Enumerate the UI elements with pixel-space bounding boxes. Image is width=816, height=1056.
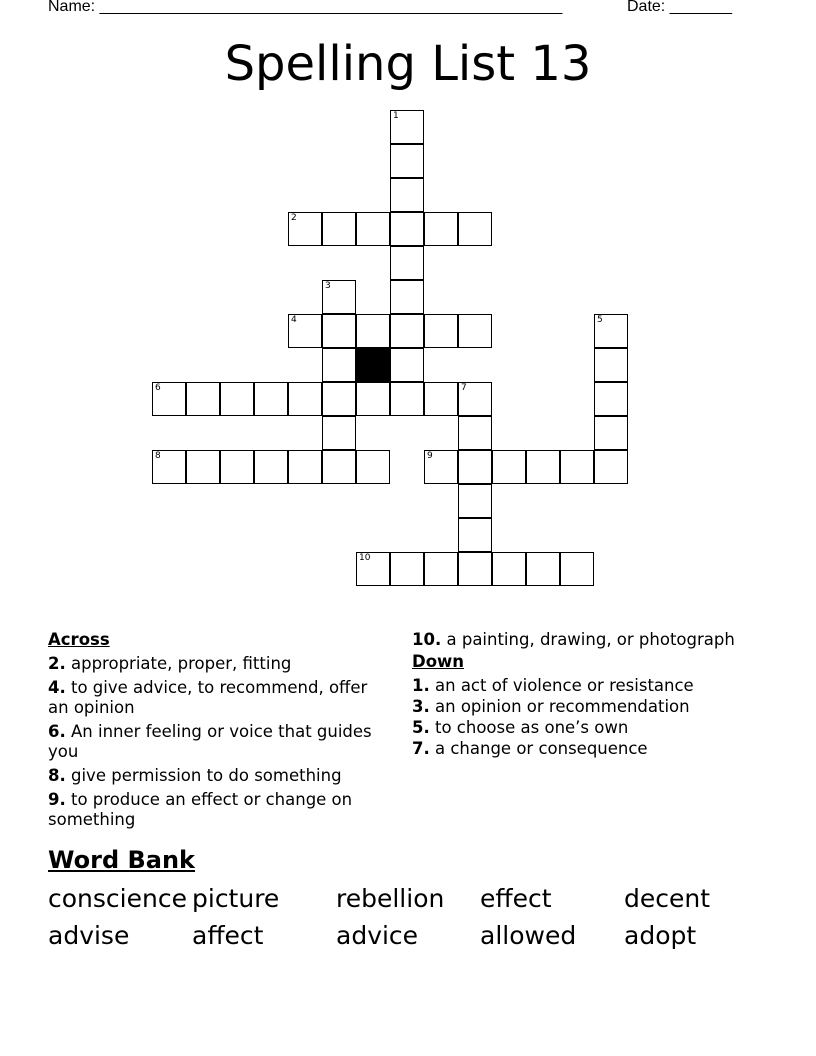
clue-number: 3 — [325, 281, 331, 291]
page-title: Spelling List 13 — [224, 36, 592, 92]
clue-across-4: 4. to give advice, to recommend, offer an opinion — [48, 678, 368, 717]
crossword-cell[interactable] — [220, 382, 254, 416]
date-field-label[interactable]: Date: _______ — [627, 0, 732, 15]
crossword-cell[interactable] — [322, 212, 356, 246]
clue-across-9: 9. to produce an effect or change on something — [48, 790, 353, 829]
crossword-cell[interactable] — [390, 280, 424, 314]
crossword-cell[interactable] — [254, 450, 288, 484]
clue-number: 7 — [461, 383, 467, 393]
clue-down-5: 5. to choose as one’s own — [412, 718, 629, 737]
clue-across-8: 8. give permission to do something — [48, 766, 342, 785]
crossword-cell[interactable] — [390, 552, 424, 586]
word-bank-word: advise — [48, 921, 130, 950]
clue-across-6: 6. An inner feeling or voice that guides you — [48, 722, 372, 761]
crossword-cell[interactable] — [424, 552, 458, 586]
clue-number: 9 — [427, 451, 433, 461]
clue-down-7: 7. a change or consequence — [412, 739, 648, 758]
word-bank-word: effect — [480, 884, 552, 913]
crossword-cell[interactable] — [560, 450, 594, 484]
crossword-cell[interactable] — [152, 382, 186, 416]
crossword-cell[interactable] — [594, 348, 628, 382]
down-heading: Down — [412, 652, 465, 671]
crossword-black-cell — [356, 348, 390, 382]
crossword-cell[interactable] — [356, 382, 390, 416]
clue-down-1: 1. an act of violence or resistance — [412, 676, 694, 695]
crossword-cell[interactable] — [152, 450, 186, 484]
crossword-cell[interactable] — [322, 280, 356, 314]
crossword-cell[interactable] — [390, 314, 424, 348]
crossword-cell[interactable] — [288, 382, 322, 416]
crossword-cell[interactable] — [322, 314, 356, 348]
crossword-cell[interactable] — [458, 484, 492, 518]
crossword-cell[interactable] — [594, 416, 628, 450]
word-bank-word: advice — [336, 921, 419, 950]
crossword-cell[interactable] — [526, 450, 560, 484]
crossword-cell[interactable] — [594, 314, 628, 348]
crossword-cell[interactable] — [322, 450, 356, 484]
crossword-cell[interactable] — [322, 348, 356, 382]
clue-number: 1 — [393, 111, 399, 121]
crossword-cell[interactable] — [458, 552, 492, 586]
crossword-cell[interactable] — [356, 314, 390, 348]
crossword-cell[interactable] — [458, 212, 492, 246]
crossword-cell[interactable] — [186, 450, 220, 484]
word-bank-word: decent — [624, 884, 711, 913]
crossword-cell[interactable] — [492, 552, 526, 586]
word-bank-word: adopt — [624, 921, 697, 950]
word-bank-word: allowed — [480, 921, 577, 950]
clue-number: 10 — [359, 553, 371, 563]
word-bank-word: affect — [192, 921, 264, 950]
clues-column-right — [412, 630, 792, 760]
word-bank-word: conscience — [48, 884, 187, 913]
crossword-cell[interactable] — [560, 552, 594, 586]
crossword-cell[interactable] — [492, 450, 526, 484]
crossword-cell[interactable] — [390, 110, 424, 144]
crossword-cell[interactable] — [594, 450, 628, 484]
clue-across-2: 2. appropriate, proper, fitting — [48, 654, 292, 673]
crossword-cell[interactable] — [458, 416, 492, 450]
across-heading: Across — [48, 630, 110, 649]
crossword-cell[interactable] — [390, 144, 424, 178]
crossword-cell[interactable] — [424, 212, 458, 246]
clue-number: 8 — [155, 451, 161, 461]
crossword-cell[interactable] — [390, 348, 424, 382]
crossword-cell[interactable] — [526, 552, 560, 586]
clue-number: 6 — [155, 383, 161, 393]
word-bank-title: Word Bank — [48, 846, 196, 874]
crossword-cell[interactable] — [356, 450, 390, 484]
clues-column-left — [48, 630, 393, 834]
crossword-cell[interactable] — [390, 246, 424, 280]
word-bank-word: picture — [192, 884, 280, 913]
crossword-cell[interactable] — [390, 178, 424, 212]
crossword-cell[interactable] — [458, 518, 492, 552]
crossword-cell[interactable] — [288, 314, 322, 348]
crossword-cell[interactable] — [322, 382, 356, 416]
crossword-cell[interactable] — [288, 212, 322, 246]
clue-number: 4 — [291, 315, 297, 325]
name-field-label[interactable]: Name: ____________________________________________________ — [48, 0, 563, 15]
crossword-cell[interactable] — [254, 382, 288, 416]
crossword-cell[interactable] — [390, 212, 424, 246]
crossword-cell[interactable] — [458, 382, 492, 416]
crossword-cell[interactable] — [594, 382, 628, 416]
clue-number: 5 — [597, 315, 603, 325]
clue-across-10: 10. a painting, drawing, or photograph — [412, 630, 735, 649]
crossword-cell[interactable] — [424, 382, 458, 416]
crossword-cell[interactable] — [356, 552, 390, 586]
crossword-cell[interactable] — [458, 450, 492, 484]
crossword-cell[interactable] — [390, 382, 424, 416]
crossword-cell[interactable] — [458, 314, 492, 348]
crossword-cell[interactable] — [186, 382, 220, 416]
word-bank-word: rebellion — [336, 884, 445, 913]
crossword-cell[interactable] — [424, 314, 458, 348]
crossword-cell[interactable] — [288, 450, 322, 484]
crossword-cell[interactable] — [356, 212, 390, 246]
crossword-cell[interactable] — [322, 416, 356, 450]
crossword-cell[interactable] — [424, 450, 458, 484]
clue-down-3: 3. an opinion or recommendation — [412, 697, 690, 716]
crossword-cell[interactable] — [220, 450, 254, 484]
clue-number: 2 — [291, 213, 297, 223]
